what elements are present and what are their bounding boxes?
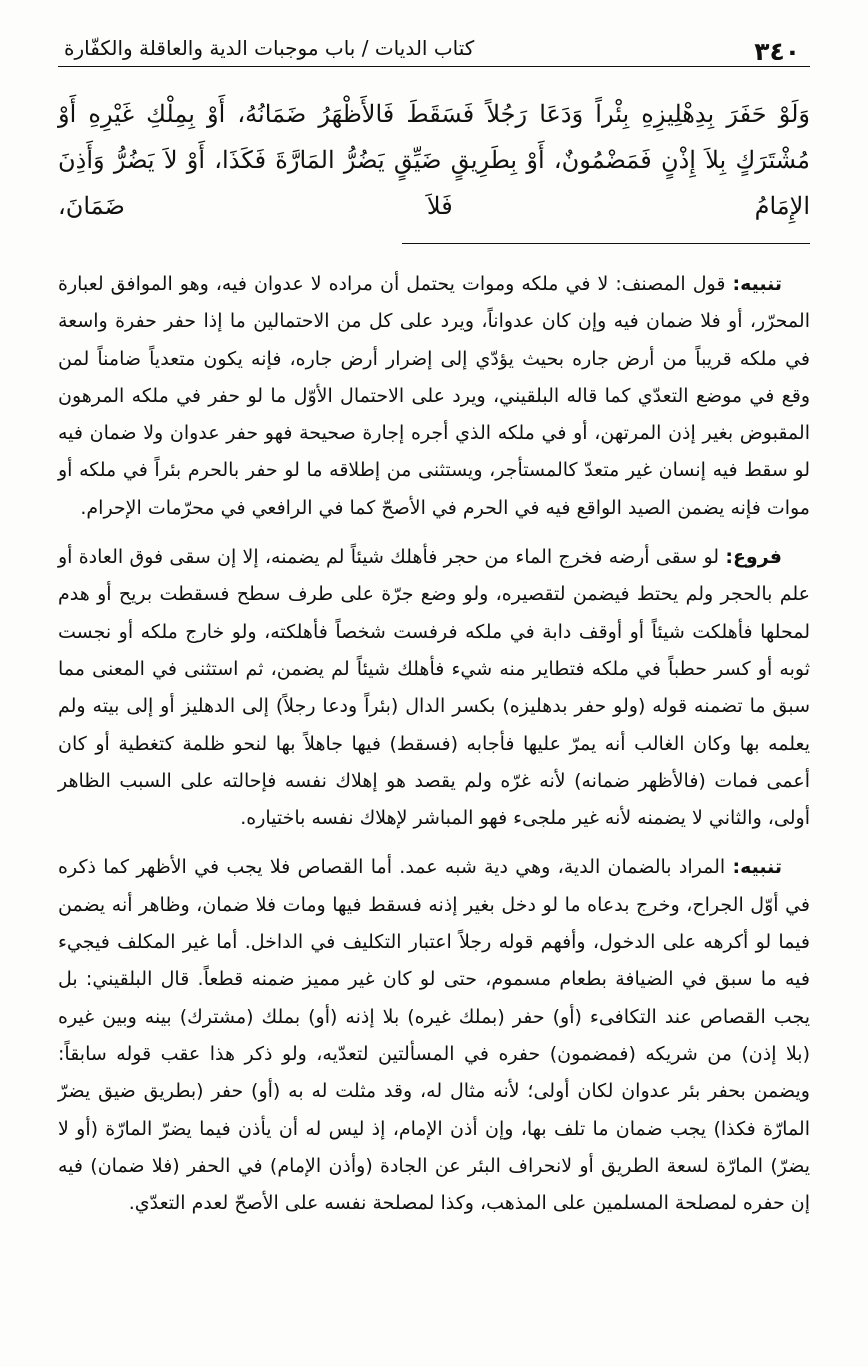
matn-paragraph: وَلَوْ حَفَرَ بِدِهْلِيزِهِ بِئْراً وَدَعَا رَجُلاً فَسَقَطَ فَالأَظْهَرُ ضَمَانُهُ، أَوْ بِمِلْكِ غَيْرِهِ أَوْ مُشْتَرَكٍ بِلاَ إِذْنٍ فَمَضْمُونٌ، أَوْ بِطَرِيقٍ ضَيِّقٍ يَضُرُّ المَارَّةَ فَكَذَا، أَوْ لاَ يَضُرُّ وَأَذِنَ الإِمَامُ فَلاَ ضَمَانَ، [58, 100, 810, 220]
commentary-paragraph-3 [58, 849, 810, 1222]
running-header [58, 22, 810, 67]
page-number: ٣٤٠ [754, 37, 800, 66]
commentary-paragraph-2 [58, 539, 810, 837]
matn-text-block [58, 91, 810, 229]
separator-rule [402, 243, 810, 244]
running-title: كتاب الديات / باب موجبات الدية والعاقلة والكفّارة [64, 36, 475, 60]
commentary-block [58, 266, 810, 1222]
commentary-lead-2: فروع: [725, 546, 782, 569]
commentary-body-2: لو سقى أرضه فخرج الماء من حجر فأهلك شيئاً لم يضمنه، إلا إن سقى فوق العادة أو علم بالحجر ولم يحتط فيضمن لتقصيره، ولو وضع جرّة على طرف سطح فسقطت بريح أو هدم لمحلها فأهلكت شيئاً أو أوقف دابة في ملكه فرفست شخصاً فأهلكته، ولو خارج ملكه أو نجست ثوبه أو كسر حطباً في ملكه فتطاير منه شيء فأهلك شيئاً لم يضمن، ثم استثنى في المعنى مما سبق ما تضمنه قوله (ولو حفر بدهليزه) بكسر الدال (بئراً ودعا رجلاً) إلى الدهليز أو إلى بيته ولم يعلمه بها وكان الغالب أنه يمرّ عليها فأجابه (فسقط) فيها جاهلاً بها لنحو ظلمة كتغطية أو كان أعمى فمات (فالأظهر ضمانه) لأنه غرّه ولم يقصد هو إهلاك نفسه فإحالته على السبب الظاهر أولى، والثاني لا يضمنه لأنه غير ملجىء فهو المباشر لإهلاك نفسه باختياره. [58, 546, 810, 830]
commentary-body-3: المراد بالضمان الدية، وهي دية شبه عمد. أما القصاص فلا يجب في الأظهر كما ذكره في أوّل الجراح، وخرج بدعاه ما لو دخل بغير إذنه فسقط فيها ومات فلا ضمان، وظاهر أنه يضمن فيما لو أكرهه على الدخول، وأفهم قوله رجلاً اعتبار التكليف في الداخل. أما غير المكلف فيجيء فيه ما سبق في الضيافة بطعام مسموم، حتى لو كان غير مميز ضمنه قطعاً. قال البلقيني: بل يجب القصاص عند التكافىء (أو) حفر (بملك غيره) بلا إذنه (أو) بملك (مشترك) بينه وبين غيره (بلا إذن) من شريكه (فمضمون) حفره في المسألتين لتعدّيه، ولو ذكر هذا عقب قوله سابقاً: ويضمن بحفر بئر عدوان لكان أولى؛ لأنه مثال له، وقد مثلت له به (أو) حفر (بطريق ضيق يضرّ المارّة فكذا) يجب ضمان ما تلف بها، وإن أذن الإمام، إذ ليس له أن يأذن فيما يضرّ المارّة (أو لا يضرّ) المارّة لسعة الطريق أو لانحراف البئر عن الجادة (وأذن الإمام) في الحفر (فلا ضمان) فيه إن حفره لمصلحة المسلمين على المذهب، وكذا لمصلحة نفسه على الأصحّ لعدم التعدّي. [58, 856, 810, 1215]
commentary-paragraph-1 [58, 266, 810, 527]
commentary-lead-3: تنبيه: [732, 856, 782, 879]
commentary-body-1: قول المصنف: لا في ملكه وموات يحتمل أن مراده لا عدوان فيه، وهو الموافق لعبارة المحرّر، أو فلا ضمان فيه وإن كان عدواناً، ويرد على كل من الاحتمالين ما إذا حفر حفرة واسعة في ملكه قريباً من أرض جاره بحيث يؤدّي إلى إضرار أرض جاره، فإنه يكون متعدياً ضامناً لمن وقع في موضع التعدّي كما قاله البلقيني، ويرد على الاحتمال الأوّل ما لو حفر في ملكه المرهون المقبوض بغير إذن المرتهن، أو في ملكه الذي أجره إجارة صحيحة فهو حفر عدوان ولا ضمان فيه لو سقط فيه إنسان غير متعدّ كالمستأجر، ويستثنى من إطلاقه ما لو حفر بالحرم بئراً في ملكه أو موات فإنه يضمن الصيد الواقع فيه في الحرم في الأصحّ كما في الرافعي في محرّمات الإحرام. [58, 273, 810, 519]
commentary-lead-1: تنبيه: [732, 273, 782, 295]
